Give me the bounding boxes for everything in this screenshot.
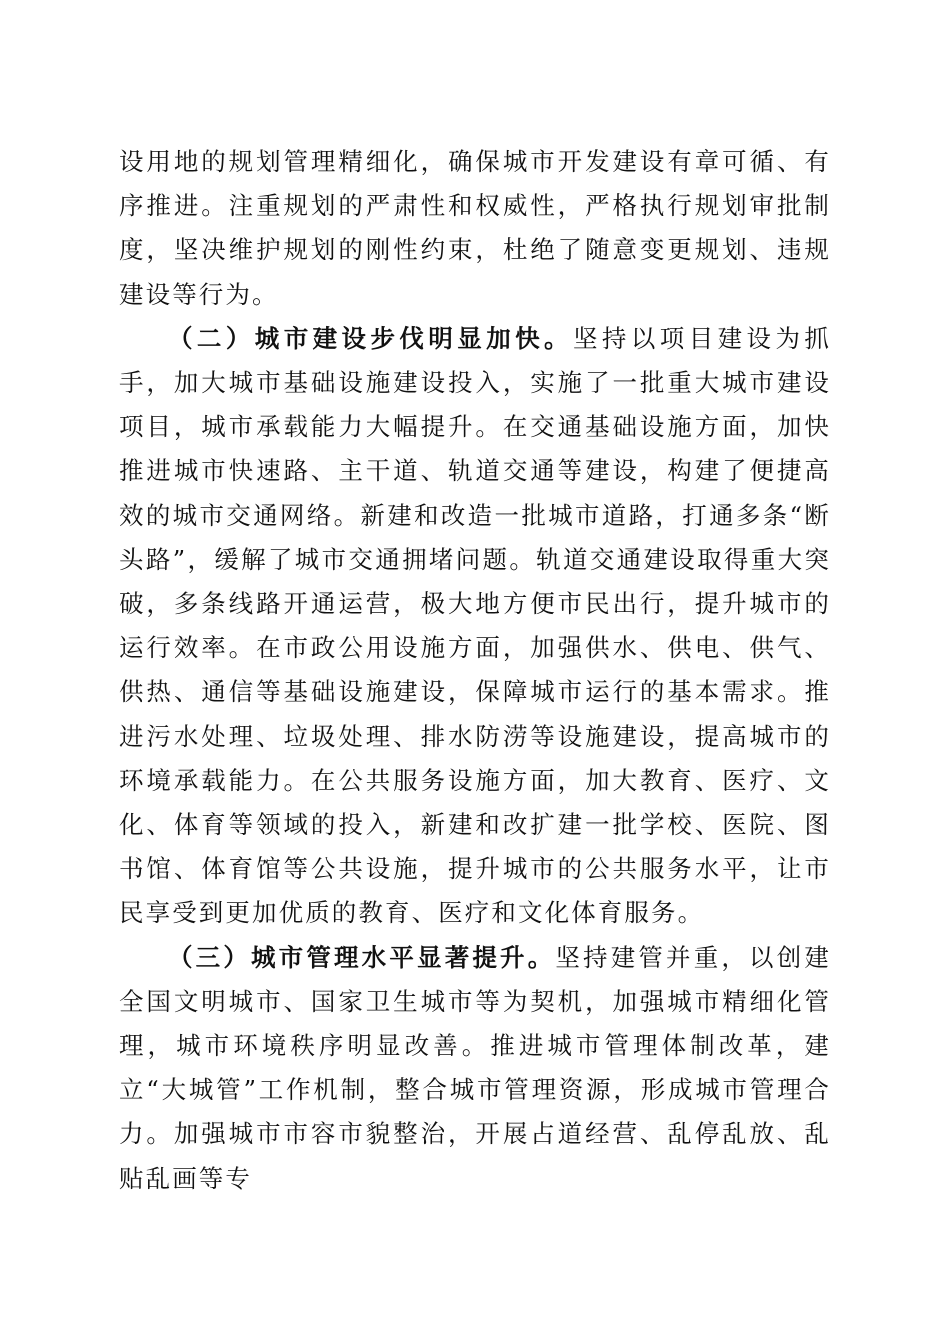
paragraph-1-body: 设用地的规划管理精细化，确保城市开发建设有章可循、有序推进。注重规划的严肃性和权威性，严格执行规划审批制度，坚决维护规划的刚性约束，杜绝了随意变更规划、违规建设等行为。 [119,147,831,309]
paragraph-2-body: 坚持以项目建设为抓手，加大城市基础设施建设投入，实施了一批重大城市建设项目，城市承载能力大幅提升。在交通基础设施方面，加快推进城市快速路、主干道、轨道交通等建设，构建了便捷高效的城市交通网络。新建和改造一批城市道路，打通多条“断头路”，缓解了城市交通拥堵问题。轨道交通建设取得重大突破，多条线路开通运营，极大地方便市民出行，提升城市的运行效率。在市政公用设施方面，加强供水、供电、供气、供热、通信等基础设施建设，保障城市运行的基本需求。推进污水处理、垃圾处理、排水防涝等设施建设，提高城市的环境承载能力。在公共服务设施方面，加大教育、医疗、文化、体育等领域的投入，新建和改扩建一批学校、医院、图书馆、体育馆等公共设施，提升城市的公共服务水平，让市民享受到更加优质的教育、医疗和文化体育服务。 [119,323,831,928]
section-heading-2: （二）城市建设步伐明显加快。 [168,323,573,353]
document-body [119,140,831,1201]
section-heading-3: （三）城市管理水平显著提升。 [168,942,556,972]
paragraph-continuation [119,140,831,317]
paragraph-urban-construction [119,317,831,936]
paragraph-urban-management [119,936,831,1201]
paragraph-3-body: 坚持建管并重，以创建全国文明城市、国家卫生城市等为契机，加强城市精细化管理，城市环境秩序明显改善。推进城市管理体制改革，建立“大城管”工作机制，整合城市管理资源，形成城市管理合力。加强城市市容市貌整治，开展占道经营、乱停乱放、乱贴乱画等专 [119,942,831,1193]
